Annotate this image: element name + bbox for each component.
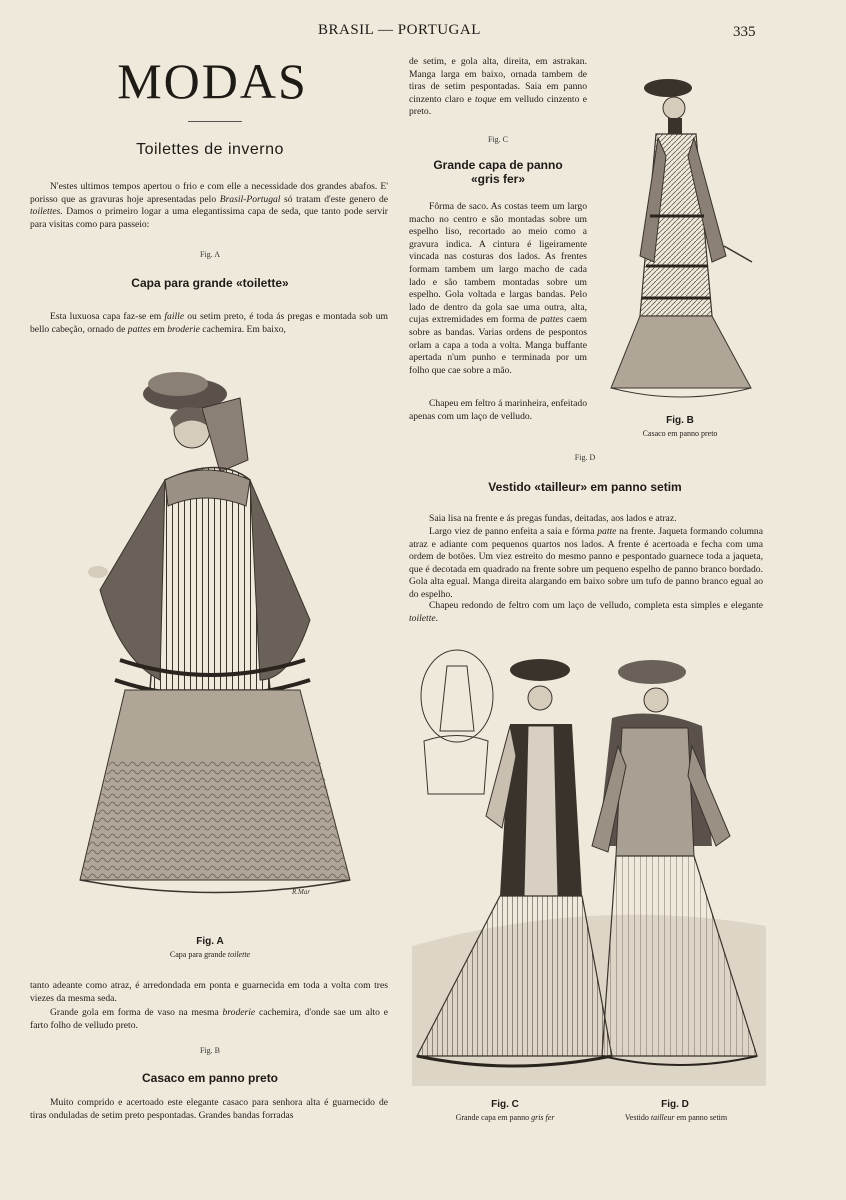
fig-b-paragraph-continued: de setim, e gola alta, direita, em astrakan. Manga larga em baixo, ornada tambem de tiras de setim pespontadas. Saia em panno cinzento claro e toque em velludo cinzento e preto.: [409, 56, 587, 118]
fig-d-caption-description: Vestido tailleur em panno setim: [624, 1113, 728, 1122]
fig-b-caption-description: Casaco em panno preto: [642, 429, 718, 438]
fig-d-paragraph-2: Largo viez de panno enfeita a saia e fórma patte na frente. Jaqueta formando columna atraz e adiante com pequenos quartos nos lados. A frente é acertoada e fecha com uma ordem de botões. Um viez estreito do mesmo panno e pespontado guarnece toda a jaqueta, que é decotada em quadrado na frente sobre um pequeno espelho de panno branco bordado. Gola alta egual. Manga direita alargando em baixo sobre um tufo de panno branco egual ao do espelho.: [409, 526, 763, 600]
page-number: 335: [733, 24, 756, 40]
fig-d-paragraph-1: Saia lisa na frente e ás pregas fundas, deitadas, aos lados e atraz.: [429, 513, 677, 524]
artist-signature: R.Mar: [292, 888, 311, 896]
fig-c-heading: Grande capa de panno «gris fer»: [433, 158, 563, 186]
fig-b-reference: Fig. B: [199, 1046, 220, 1055]
fig-a-paragraph-1: Esta luxuosa capa faz-se em faille ou setim preto, é toda ás pregas e montada sob um bello cabeção, ornado de pattes em broderie cachemira. Em baixo,: [30, 311, 389, 335]
fig-d-caption-label: Fig. D: [661, 1099, 689, 1110]
fig-d-heading: Vestido «tailleur» em panno setim: [488, 480, 682, 494]
fig-a-caption-label: Fig. A: [196, 936, 224, 947]
fig-a-paragraph-2: tanto adeante como atraz, é arredondada em ponta e guarnecida em toda a volta com tres viezes da mesma seda.: [30, 980, 388, 1004]
fig-c-paragraph-1: Fôrma de saco. As costas teem um largo macho no centro e são montadas sobre um espelho liso, recortado ao meio como a gravura indica. A cintura é ligeiramente vincada nas costuras dos lados. As frentes formam tambem um largo macho de cada lado e são tambem montadas sobre um espelho. Gola voltada e largas bandas. Pelo lado de dentro da gola sae uma outra, alta, cujas extremidades em forma de pattes caem sobre as bandas. Varias ordens de pespontos orlam a capa a toda a volta. Manga buffante apertada n'um punho e terminada por um folho que cae sobre a mão.: [409, 201, 587, 376]
masthead-rule: [188, 121, 242, 122]
fig-c-reference: Fig. C: [487, 135, 508, 144]
fig-b-heading: Casaco em panno preto: [141, 1071, 279, 1085]
fig-a-heading: Capa para grande «toilette»: [131, 276, 289, 290]
fig-c-caption-label: Fig. C: [491, 1099, 519, 1110]
fig-c-d-illustration: [412, 646, 766, 1086]
fig-d-reference: Fig. D: [574, 453, 596, 462]
intro-paragraph: N'estes ultimos tempos apertou o frio e com elle a necessidade dos grandes abafos. E' porisso que as gravuras hoje apresentadas pelo Brasil-Portugal só tratam d'este genero de toilettes. Damos o primeiro logar a uma elegantissima capa de seda, que tanto pode servir para visitas como para passeio:: [30, 181, 388, 230]
fig-c-paragraph-2: Chapeu em feltro á marinheira, enfeitado apenas com um laço de velludo.: [409, 398, 587, 422]
fig-a-illustration: [70, 360, 355, 915]
section-subtitle: Toilettes de inverno: [136, 141, 284, 158]
fig-b-caption-label: Fig. B: [666, 415, 694, 426]
fig-a-reference: Fig. A: [199, 250, 220, 259]
running-title: BRASIL — PORTUGAL: [318, 22, 481, 38]
fig-b-paragraph-1: Muito comprido e acertoado este elegante casaco para senhora alta é guarnecido de tiras onduladas de setim preto pespontadas. Grandes bandas forradas: [30, 1097, 388, 1121]
fig-a-caption-description: Capa para grande toilette: [169, 950, 251, 959]
fig-d-paragraph-3: Chapeu redondo de feltro com um laço de velludo, completa esta simples e elegante toilette.: [409, 600, 763, 624]
fig-c-caption-description: Grande capa em panno gris fer: [455, 1113, 555, 1122]
fig-a-paragraph-3: Grande gola em forma de vaso na mesma broderie cachemira, d'onde sae um alto e farto folho de velludo preto.: [30, 1007, 389, 1031]
fig-b-illustration: [606, 66, 756, 411]
masthead-title: MODAS: [117, 53, 308, 109]
